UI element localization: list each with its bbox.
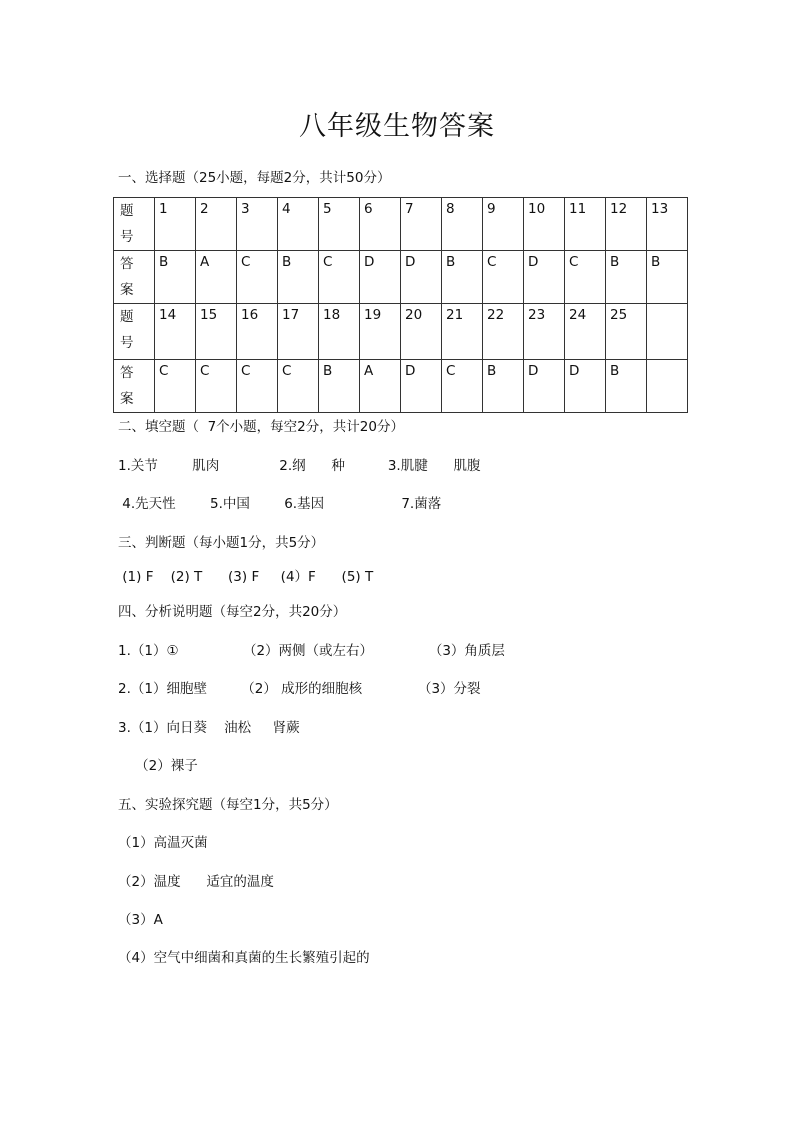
table-cell: D: [565, 360, 606, 413]
section-5-answer-2: （2）温度 适宜的温度: [118, 874, 274, 890]
section-4-answer-1: 1.（1）① （2）两侧（或左右） （3）角质层: [118, 643, 505, 659]
table-cell: D: [524, 251, 565, 304]
table-cell: 12: [606, 198, 647, 251]
table-cell: B: [606, 360, 647, 413]
table-cell: B: [319, 360, 360, 413]
table-cell: 5: [319, 198, 360, 251]
table-row: [114, 198, 688, 251]
table-cell: 3: [237, 198, 278, 251]
section-5-answer-3: （3）A: [118, 912, 163, 928]
table-cell: C: [237, 360, 278, 413]
table-cell: D: [401, 360, 442, 413]
table-cell: A: [360, 360, 401, 413]
table-cell: 15: [196, 304, 237, 360]
section-4-answer-3b: （2）裸子: [118, 758, 198, 774]
table-cell: C: [565, 251, 606, 304]
table-cell: A: [196, 251, 237, 304]
section-2-answers-line-1: 1.关节 肌肉 2.纲 种 3.肌腱 肌腹: [118, 458, 481, 474]
table-cell: D: [524, 360, 565, 413]
table-cell: 7: [401, 198, 442, 251]
section-3-answers: (1) F (2) T (3) F (4）F (5) T: [118, 569, 374, 585]
table-cell: B: [155, 251, 196, 304]
table-cell: D: [401, 251, 442, 304]
page-title: 八年级生物答案: [299, 111, 495, 142]
table-cell: 21: [442, 304, 483, 360]
table-cell: C: [442, 360, 483, 413]
table-cell: 14: [155, 304, 196, 360]
table-cell: B: [647, 251, 688, 304]
table-cell: 16: [237, 304, 278, 360]
table-cell: B: [442, 251, 483, 304]
table-cell: C: [237, 251, 278, 304]
table-cell: C: [278, 360, 319, 413]
section-4-answer-3: 3.（1）向日葵 油松 肾蕨: [118, 720, 300, 736]
table-cell: 4: [278, 198, 319, 251]
table-cell: 6: [360, 198, 401, 251]
table-cell: 25: [606, 304, 647, 360]
section-5-heading: 五、实验探究题（每空1分，共5分）: [118, 797, 338, 813]
table-cell: C: [483, 251, 524, 304]
table-cell: C: [196, 360, 237, 413]
table-row: [114, 360, 688, 413]
table-cell: 24: [565, 304, 606, 360]
section-2-heading: 二、填空题（ 7个小题，每空2分，共计20分）: [118, 419, 404, 435]
table-cell: B: [483, 360, 524, 413]
table-cell: [647, 304, 688, 360]
table-cell: C: [155, 360, 196, 413]
table-cell: 8: [442, 198, 483, 251]
row-label-number: 题 号: [114, 198, 155, 251]
table-cell: 10: [524, 198, 565, 251]
row-label-number: 题 号: [114, 304, 155, 360]
row-label-answer: 答 案: [114, 251, 155, 304]
table-cell: 11: [565, 198, 606, 251]
table-cell: 1: [155, 198, 196, 251]
table-cell: C: [319, 251, 360, 304]
section-3-heading: 三、判断题（每小题1分，共5分）: [118, 535, 325, 551]
section-4-heading: 四、分析说明题（每空2分，共20分）: [118, 604, 347, 620]
section-4-answer-2: 2.（1）细胞壁 （2） 成形的细胞核 （3）分裂: [118, 681, 481, 697]
table-cell: 13: [647, 198, 688, 251]
table-cell: 22: [483, 304, 524, 360]
table-cell: 20: [401, 304, 442, 360]
table-cell: 19: [360, 304, 401, 360]
table-row: [114, 304, 688, 360]
table-cell: 9: [483, 198, 524, 251]
section-1-heading: 一、选择题（25小题，每题2分，共计50分）: [118, 170, 391, 186]
table-cell: B: [606, 251, 647, 304]
table-row: [114, 251, 688, 304]
section-2-answers-line-2: 4.先天性 5.中国 6.基因 7.菌落: [118, 496, 442, 512]
section-5-answer-4: （4）空气中细菌和真菌的生长繁殖引起的: [118, 950, 370, 966]
section-5-answer-1: （1）高温灭菌: [118, 835, 208, 851]
table-cell: 23: [524, 304, 565, 360]
answer-table: [113, 197, 688, 413]
table-cell: D: [360, 251, 401, 304]
row-label-answer: 答 案: [114, 360, 155, 413]
table-cell: 2: [196, 198, 237, 251]
table-cell: B: [278, 251, 319, 304]
table-cell: 17: [278, 304, 319, 360]
table-cell: 18: [319, 304, 360, 360]
table-cell: [647, 360, 688, 413]
